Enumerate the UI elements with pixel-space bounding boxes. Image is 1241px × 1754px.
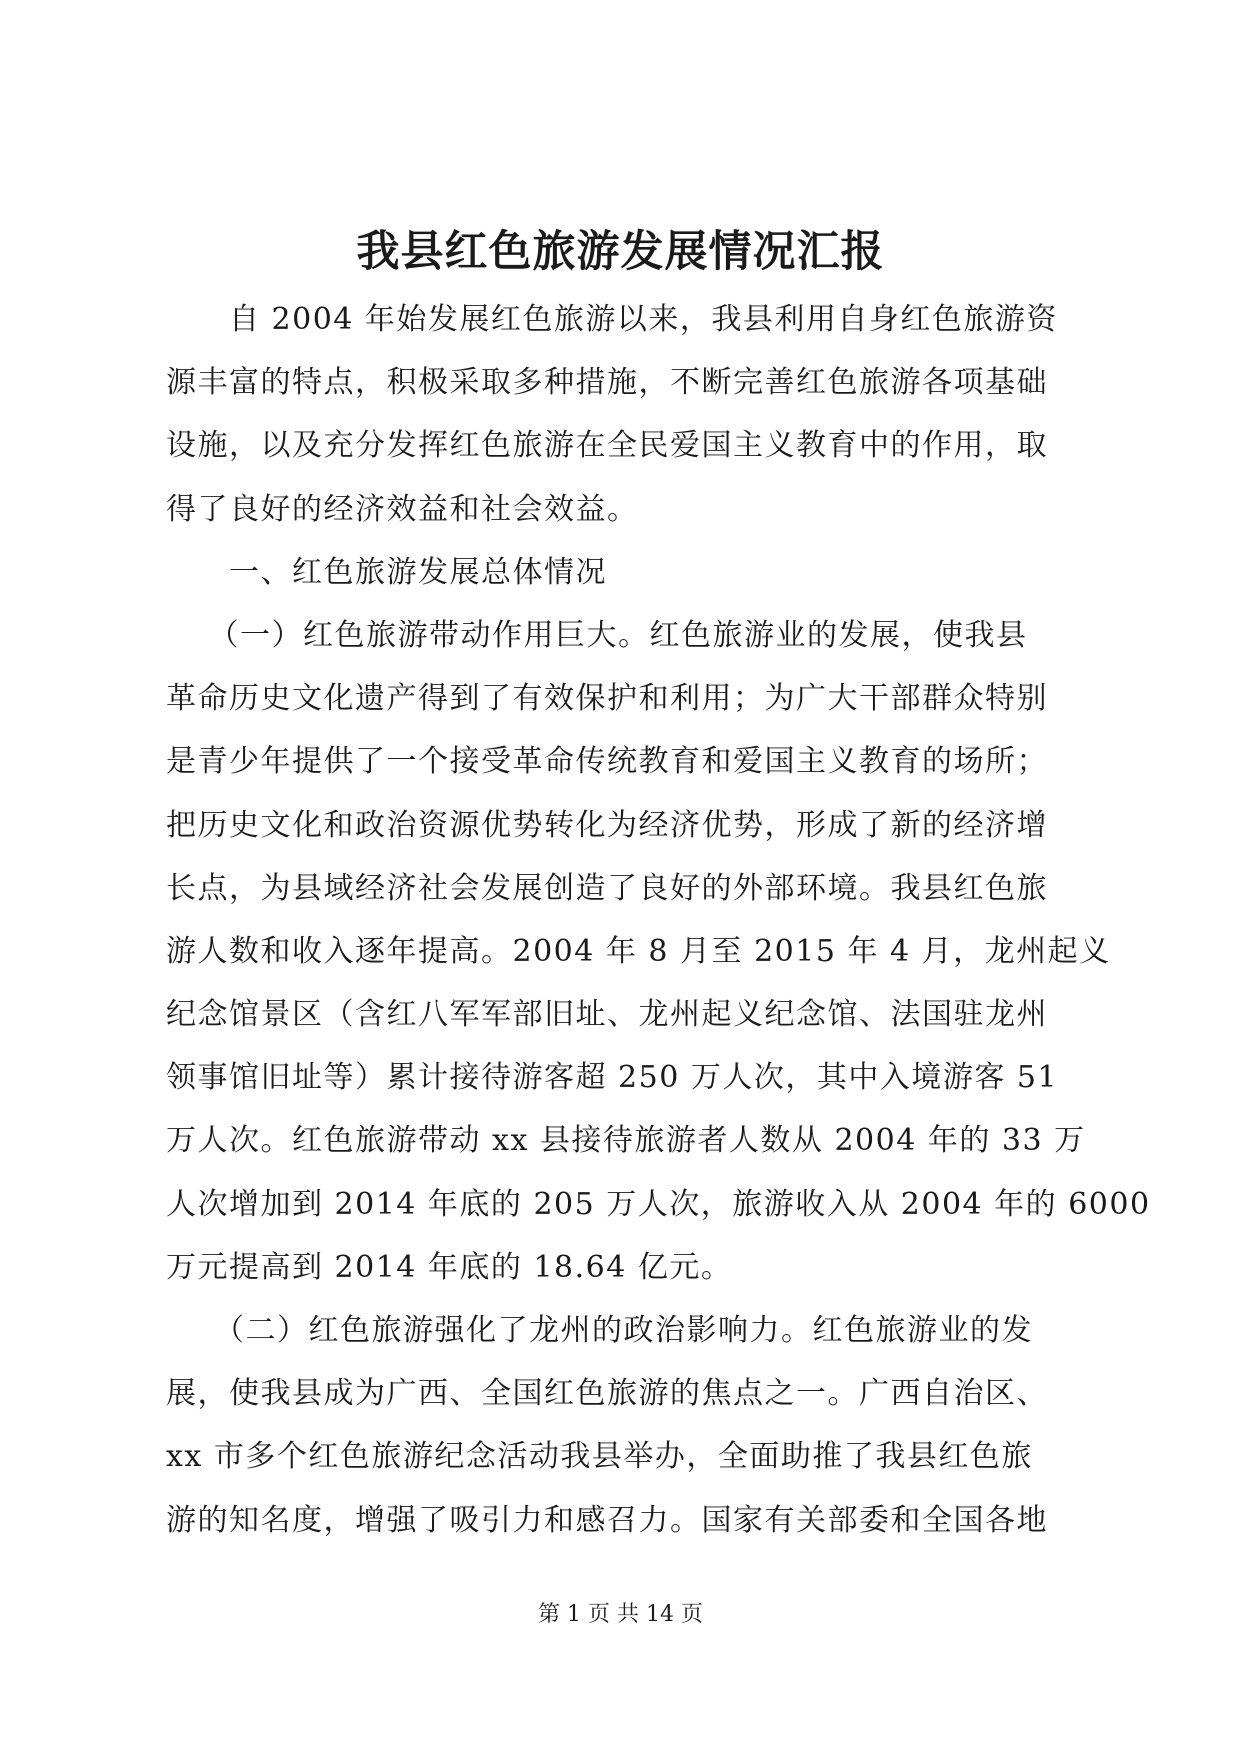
body-line: 万元提高到 2014 年底的 18.64 亿元。 <box>166 1249 733 1285</box>
body-line: xx 市多个红色旅游纪念活动我县举办，全面助推了我县红色旅 <box>166 1439 1033 1475</box>
body-line: （二）红色旅游强化了龙州的政治影响力。红色旅游业的发 <box>166 1313 1033 1348</box>
body-line: 纪念馆景区（含红八军军部旧址、龙州起义纪念馆、法国驻龙州 <box>166 997 1048 1033</box>
body-line: 源丰富的特点，积极采取多种措施，不断完善红色旅游各项基础 <box>166 365 1048 401</box>
body-line: 人次增加到 2014 年底的 205 万人次，旅游收入从 2004 年的 6000 <box>166 1186 1151 1222</box>
body-line: 得了良好的经济效益和社会效益。 <box>166 491 639 527</box>
document-body <box>166 288 1151 1552</box>
page-footer: 第 1 页 共 14 页 <box>538 1602 703 1627</box>
body-line: 是青少年提供了一个接受革命传统教育和爱国主义教育的场所； <box>166 744 1048 780</box>
body-line: 游人数和收入逐年提高。2004 年 8 月至 2015 年 4 月，龙州起义 <box>166 933 1111 969</box>
body-line: 革命历史文化遗产得到了有效保护和利用；为广大干部群众特别 <box>166 681 1048 717</box>
document-title: 我县红色旅游发展情况汇报 <box>356 227 885 277</box>
body-line: 展，使我县成为广西、全国红色旅游的焦点之一。广西自治区、 <box>166 1376 1048 1412</box>
body-line: （一）红色旅游带动作用巨大。红色旅游业的发展，使我县 <box>166 617 1028 653</box>
body-line: 长点，为县域经济社会发展创造了良好的外部环境。我县红色旅 <box>166 870 1048 906</box>
body-line: 自 2004 年始发展红色旅游以来，我县利用自身红色旅游资 <box>166 302 1058 337</box>
body-line: 领事馆旧址等）累计接待游客超 250 万人次，其中入境游客 51 <box>166 1060 1059 1096</box>
body-line: 游的知名度，增强了吸引力和感召力。国家有关部委和全国各地 <box>166 1502 1048 1538</box>
body-line: 万人次。红色旅游带动 xx 县接待旅游者人数从 2004 年的 33 万 <box>166 1123 1086 1159</box>
body-line: 一、红色旅游发展总体情况 <box>166 554 607 590</box>
body-line: 把历史文化和政治资源优势转化为经济优势，形成了新的经济增 <box>166 807 1048 843</box>
body-line: 设施，以及充分发挥红色旅游在全民爱国主义教育中的作用，取 <box>166 428 1048 464</box>
